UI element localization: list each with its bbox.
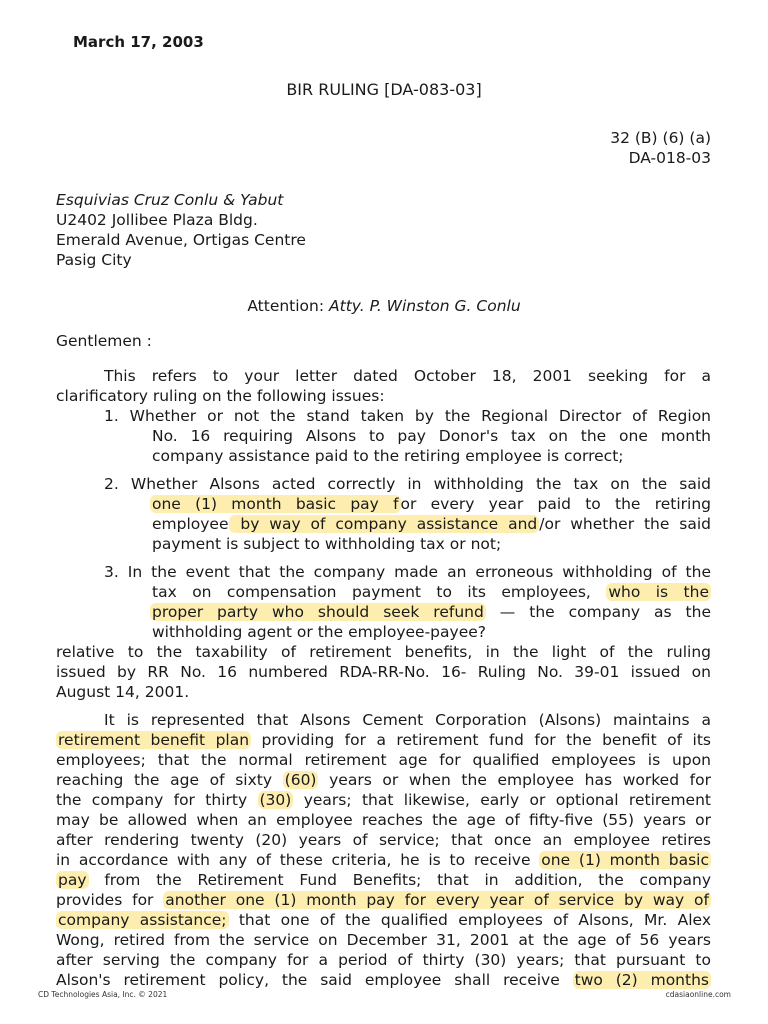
highlight: retirement benefit plan	[58, 731, 250, 749]
list-item-line: 2. Whether Alsons acted correctly in withholding the tax on the said	[104, 475, 711, 493]
body-line: retirement benefit plan providing for a retirement fund for the benefit of its	[58, 731, 711, 749]
body-line: after serving the company for a period of thirty (30) years; that pursuant to	[56, 951, 711, 969]
reference-code: DA-018-03	[628, 149, 711, 167]
address-line: Pasig City	[56, 251, 132, 269]
list-item-line: tax on compensation payment to its employees, who is the	[152, 583, 709, 601]
footer-site: cdasiaonline.com	[665, 990, 731, 999]
highlight: (60)	[284, 771, 317, 789]
recipient-address	[56, 190, 306, 270]
highlight: proper party who should seek refund	[152, 603, 484, 621]
body-line: August 14, 2001.	[56, 683, 190, 701]
list-item-line: employee by way of company assistance and /or whether the said	[152, 515, 711, 533]
highlight: pay	[58, 871, 87, 889]
list-item-line: No. 16 requiring Alsons to pay Donor's tax on the one month	[152, 427, 711, 445]
body-line: the company for thirty (30) years; that likewise, early or optional retirement	[56, 791, 711, 809]
body-line: employees; that the normal retirement age for qualified employees is upon	[56, 751, 711, 769]
highlight: two (2) months	[574, 971, 709, 989]
list-item-line: payment is subject to withholding tax or not;	[152, 535, 502, 553]
address-line: Emerald Avenue, Ortigas Centre	[56, 231, 306, 249]
highlight: company assistance;	[58, 911, 227, 929]
body-line: relative to the taxability of retirement benefits, in the light of the ruling	[56, 643, 711, 661]
list-item-line: withholding agent or the employee-payee?	[152, 623, 486, 641]
attention-name: Atty. P. Winston G. Conlu	[329, 297, 521, 315]
list-item-line: 3. In the event that the company made an erroneous withholding of the	[104, 563, 711, 581]
body-line: This refers to your letter dated October 18, 2001 seeking for a	[104, 367, 711, 385]
body-line: company assistance; that one of the qualified employees of Alsons, Mr. Alex	[58, 911, 711, 929]
list-item-line: 1. Whether or not the stand taken by the Regional Director of Region	[104, 407, 711, 425]
list-item-line: one (1) month basic pay f or every year paid to the retiring	[152, 495, 711, 513]
body-line: reaching the age of sixty (60) years or when the employee has worked for	[56, 771, 711, 789]
body-line: clarificatory ruling on the following issues:	[56, 387, 385, 405]
list-item-line: proper party who should seek refund — the company as the	[152, 603, 711, 621]
ruling-date: March 17, 2003	[73, 33, 204, 51]
highlight: by way of company assistance and	[230, 515, 538, 533]
attention-line	[0, 297, 768, 315]
body-line: in accordance with any of these criteria, he is to receive one (1) month basic	[56, 851, 709, 869]
body-line: pay from the Retirement Fund Benefits; that in addition, the company	[58, 871, 711, 889]
highlight: (30)	[259, 791, 292, 809]
body-line: Wong, retired from the service on December 31, 2001 at the age of 56 years	[56, 931, 711, 949]
address-line: U2402 Jollibee Plaza Bldg.	[56, 211, 258, 229]
highlight: another one (1) month pay for every year of service by way of	[165, 891, 709, 909]
highlight: one (1) month basic pay f	[152, 495, 399, 513]
body-line: Alson's retirement policy, the said employee shall receive two (2) months	[56, 971, 709, 989]
salutation: Gentlemen :	[56, 332, 152, 350]
body-line: after rendering twenty (20) years of service; that once an employee retires	[56, 831, 711, 849]
firm-name: Esquivias Cruz Conlu & Yabut	[56, 191, 284, 209]
list-item-line: company assistance paid to the retiring employee is correct;	[152, 447, 624, 465]
body-line: may be allowed when an employee reaches the age of fifty-five (55) years or	[56, 811, 711, 829]
highlight: who is the	[608, 583, 709, 601]
ruling-title: BIR RULING [DA-083-03]	[286, 80, 482, 99]
attention-label: Attention:	[247, 297, 325, 315]
body-line: issued by RR No. 16 numbered RDA-RR-No. 16- Ruling No. 39-01 issued on	[56, 663, 711, 681]
reference-codes	[610, 128, 711, 168]
body-line: It is represented that Alsons Cement Corporation (Alsons) maintains a	[104, 711, 711, 729]
reference-code: 32 (B) (6) (a)	[610, 129, 711, 147]
highlight: one (1) month basic	[541, 851, 709, 869]
body-line: provides for another one (1) month pay for every year of service by way of	[56, 891, 709, 909]
footer-copyright: CD Technologies Asia, Inc. © 2021	[38, 990, 168, 999]
letter-body	[56, 366, 711, 990]
